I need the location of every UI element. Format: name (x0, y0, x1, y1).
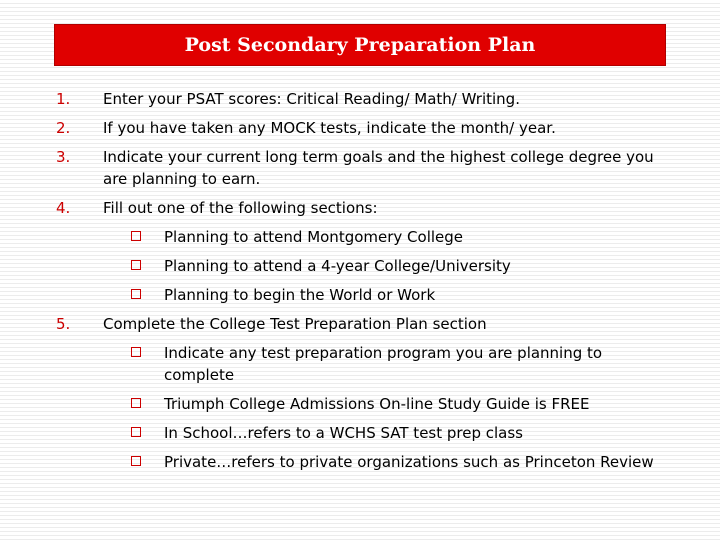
item-text: If you have taken any MOCK tests, indicate the month/ year. (103, 119, 556, 137)
item-number: 3. (56, 148, 71, 166)
checkbox-bullet-icon (131, 347, 141, 357)
content-list (0, 88, 720, 480)
checkbox-bullet-icon (131, 231, 141, 241)
list-item-5 (0, 313, 720, 335)
sub-item-text: Planning to attend a 4-year College/University (164, 257, 511, 275)
sub-item (0, 226, 720, 248)
sub-item-text: Private…refers to private organizations such as Princeton Review (164, 453, 654, 471)
sub-item-text: Planning to attend Montgomery College (164, 228, 464, 246)
item-number: 4. (56, 199, 71, 217)
checkbox-bullet-icon (131, 398, 141, 408)
list-item-3 (0, 146, 720, 190)
item-text: Indicate your current long term goals and the highest college degree you are planning to earn. (103, 148, 654, 188)
sub-item (0, 284, 720, 306)
item-text: Fill out one of the following sections: (103, 199, 378, 217)
title-bar (54, 24, 666, 66)
sub-item (0, 422, 720, 444)
item-text: Enter your PSAT scores: Critical Reading/ Math/ Writing. (103, 90, 520, 108)
item-number: 5. (56, 315, 71, 333)
sub-item (0, 393, 720, 415)
sub-item-text: Indicate any test preparation program you are planning to complete (164, 344, 603, 384)
sub-item-text: Planning to begin the World or Work (164, 286, 436, 304)
checkbox-bullet-icon (131, 427, 141, 437)
sub-item (0, 342, 720, 386)
item-number: 1. (56, 90, 71, 108)
checkbox-bullet-icon (131, 456, 141, 466)
sub-item-text: Triumph College Admissions On-line Study Guide is FREE (164, 395, 590, 413)
sub-item-text: In School…refers to a WCHS SAT test prep class (164, 424, 523, 442)
slide-title: Post Secondary Preparation Plan (184, 34, 536, 56)
item-text: Complete the College Test Preparation Plan section (103, 315, 487, 333)
item-number: 2. (56, 119, 71, 137)
list-item-4 (0, 197, 720, 219)
list-item-1 (0, 88, 720, 110)
sub-item (0, 255, 720, 277)
list-item-2 (0, 117, 720, 139)
checkbox-bullet-icon (131, 260, 141, 270)
sub-item (0, 451, 720, 473)
checkbox-bullet-icon (131, 289, 141, 299)
